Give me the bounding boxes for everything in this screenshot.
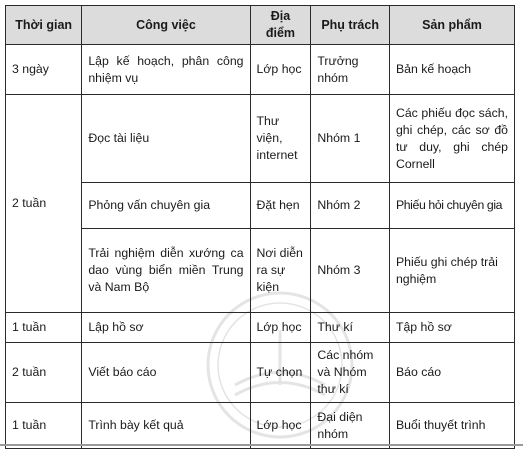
cell-place: Lớp học [250, 313, 311, 343]
header-task: Công việc [82, 6, 250, 45]
cell-owner: Thư kí [311, 313, 390, 343]
cell-product: Tập hồ sơ [389, 313, 514, 343]
cell-task: Đọc tài liệu [82, 95, 250, 183]
cell-time: 1 tuần [6, 313, 82, 343]
cell-place: Tự chọn [250, 343, 311, 403]
header-owner: Phụ trách [311, 6, 390, 45]
table-row [6, 229, 515, 313]
header-product: Sản phẩm [389, 6, 514, 45]
cell-task: Lập kế hoạch, phân công nhiệm vụ [82, 45, 250, 95]
cell-time: 1 tuần [6, 403, 82, 449]
cell-place: Lớp học [250, 45, 311, 95]
cell-place: Nơi diễn ra sự kiện [250, 229, 311, 313]
plan-table [5, 5, 515, 449]
cell-task: Lập hồ sơ [82, 313, 250, 343]
cell-task: Viết báo cáo [82, 343, 250, 403]
cell-owner: Đại diện nhóm [311, 403, 390, 449]
cell-place: Thư viện, internet [250, 95, 311, 183]
table-row [6, 403, 515, 449]
cell-owner: Nhóm 3 [311, 229, 390, 313]
table-row [6, 45, 515, 95]
cell-place: Đặt hẹn [250, 183, 311, 229]
cell-owner: Nhóm 2 [311, 183, 390, 229]
table-row [6, 343, 515, 403]
cell-owner: Các nhóm và Nhóm thư kí [311, 343, 390, 403]
cell-task: Phỏng vấn chuyên gia [82, 183, 250, 229]
cell-product: Các phiếu đọc sách, ghi chép, các sơ đồ tư duy, ghi chép Cornell [389, 95, 514, 183]
cell-owner: Nhóm 1 [311, 95, 390, 183]
cell-product: Bản kế hoạch [389, 45, 514, 95]
page-bottom-rule [0, 444, 523, 446]
cell-time: 2 tuần [6, 343, 82, 403]
cell-time: 3 ngày [6, 45, 82, 95]
cell-product: Phiếu ghi chép trải nghiệm [389, 229, 514, 313]
header-place: Địa điểm [250, 6, 311, 45]
header-row [6, 6, 515, 45]
cell-time: 2 tuần [6, 95, 82, 313]
cell-task: Trải nghiệm diễn xướng ca dao vùng biển miền Trung và Nam Bộ [82, 229, 250, 313]
cell-product: Báo cáo [389, 343, 514, 403]
cell-owner: Trưởng nhóm [311, 45, 390, 95]
cell-product: Phiếu hỏi chuyên gia [389, 183, 514, 229]
header-time: Thời gian [6, 6, 82, 45]
table-row [6, 183, 515, 229]
table-row [6, 95, 515, 183]
cell-product: Buổi thuyết trình [389, 403, 514, 449]
table-row [6, 313, 515, 343]
cell-place: Lớp học [250, 403, 311, 449]
cell-task: Trình bày kết quả [82, 403, 250, 449]
